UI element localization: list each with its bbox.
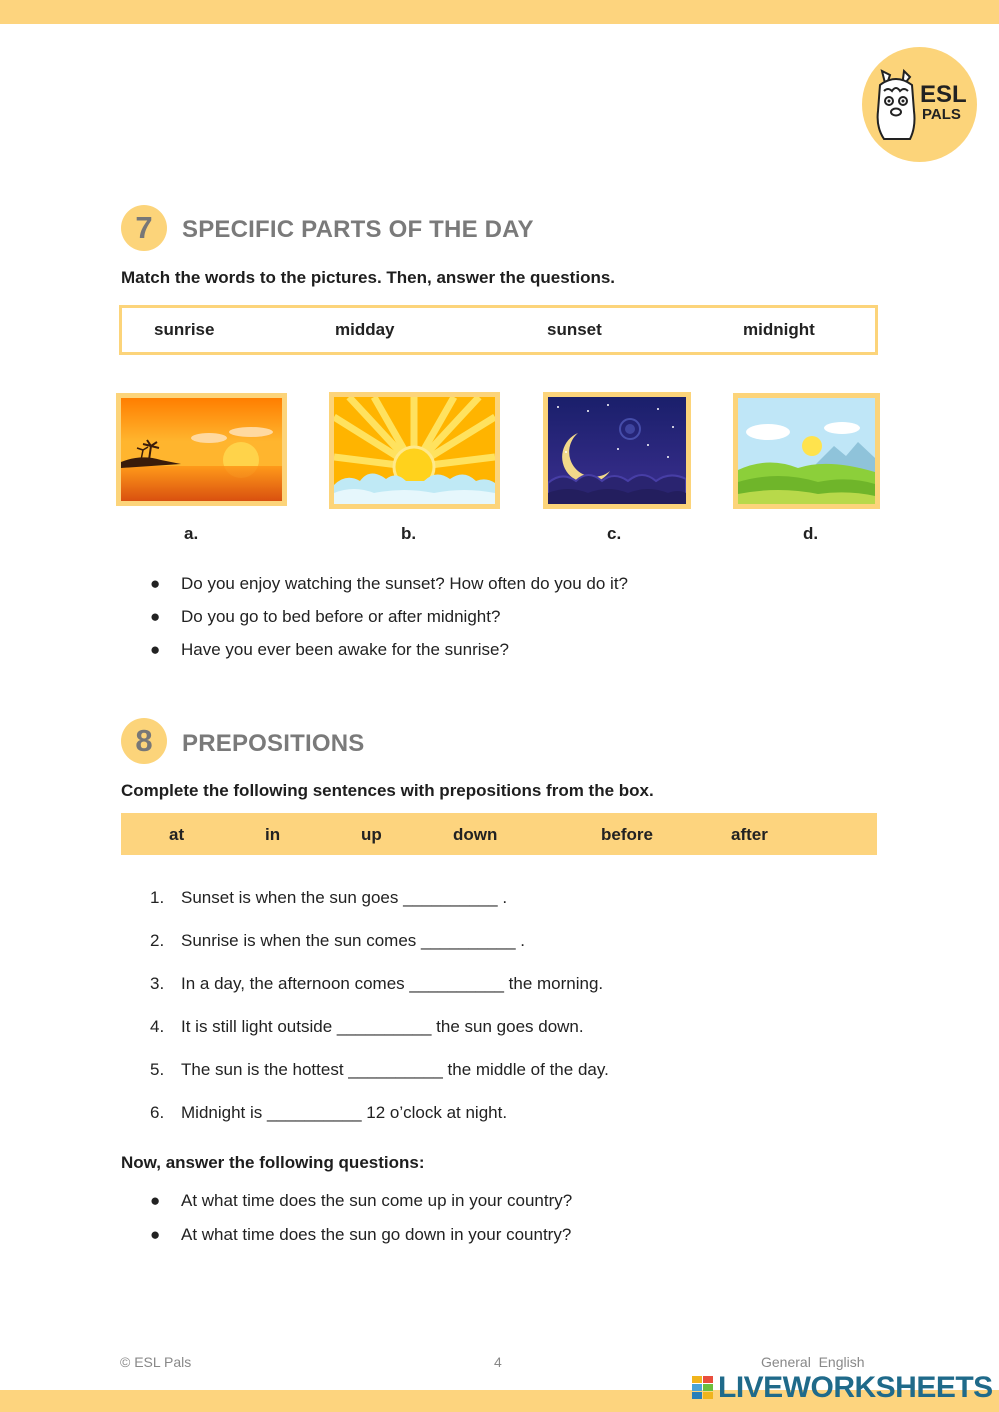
- hills-sun-image: [738, 398, 875, 504]
- word-before: before: [601, 825, 653, 844]
- picture-b-label: b.: [401, 524, 417, 543]
- section-8-title: PREPOSITIONS: [182, 730, 365, 757]
- word-down: down: [453, 825, 498, 844]
- footer-copyright: © ESL Pals: [120, 1354, 192, 1370]
- section-8-instruction: Complete the following sentences with prepositions from the box.: [121, 781, 654, 800]
- section-7-title: SPECIFIC PARTS OF THE DAY: [182, 216, 534, 243]
- liveworksheets-cubes-icon: [692, 1376, 714, 1400]
- sunset-sea-image: [121, 398, 282, 501]
- section-7-badge: 7: [121, 205, 167, 251]
- esl-pals-logo: [862, 47, 977, 162]
- section-8-badge: 8: [121, 718, 167, 764]
- top-band: [0, 0, 999, 24]
- word-in: in: [265, 825, 281, 844]
- crescent-moon-image: [548, 397, 686, 504]
- bullet: ●: [150, 574, 161, 593]
- word-midday: midday: [335, 320, 395, 339]
- followup-instruction: Now, answer the following questions:: [121, 1153, 425, 1172]
- bullet: ●: [150, 1191, 161, 1210]
- footer-course: General English: [761, 1354, 865, 1370]
- word-sunset: sunset: [547, 320, 602, 339]
- midday-sun-image: [334, 397, 495, 504]
- section-7-instruction: Match the words to the pictures. Then, answer the questions.: [121, 268, 616, 287]
- word-sunrise: sunrise: [154, 320, 215, 339]
- picture-c: [543, 392, 691, 509]
- llama-icon: [874, 67, 918, 143]
- word-up: up: [361, 825, 382, 844]
- word-midnight: midnight: [743, 320, 815, 339]
- bullet: ●: [150, 607, 161, 626]
- picture-d-label: d.: [803, 524, 819, 543]
- logo-line1: ESL: [920, 81, 967, 108]
- bullet: ●: [150, 640, 161, 659]
- picture-a-label: a.: [184, 524, 199, 543]
- liveworksheets-wordmark: LIVEWORKSHEETS: [718, 1371, 993, 1404]
- logo-line2: PALS: [922, 106, 961, 123]
- word-bank-prepositions: [121, 813, 877, 855]
- word-after: after: [731, 825, 768, 844]
- picture-c-label: c.: [607, 524, 622, 543]
- word-bank-times: [119, 305, 878, 355]
- bullet: ●: [150, 1225, 161, 1244]
- word-at: at: [169, 825, 185, 844]
- footer-page-number: 4: [494, 1354, 502, 1370]
- picture-d: [733, 393, 880, 509]
- picture-a: [116, 393, 287, 506]
- picture-b: [329, 392, 500, 509]
